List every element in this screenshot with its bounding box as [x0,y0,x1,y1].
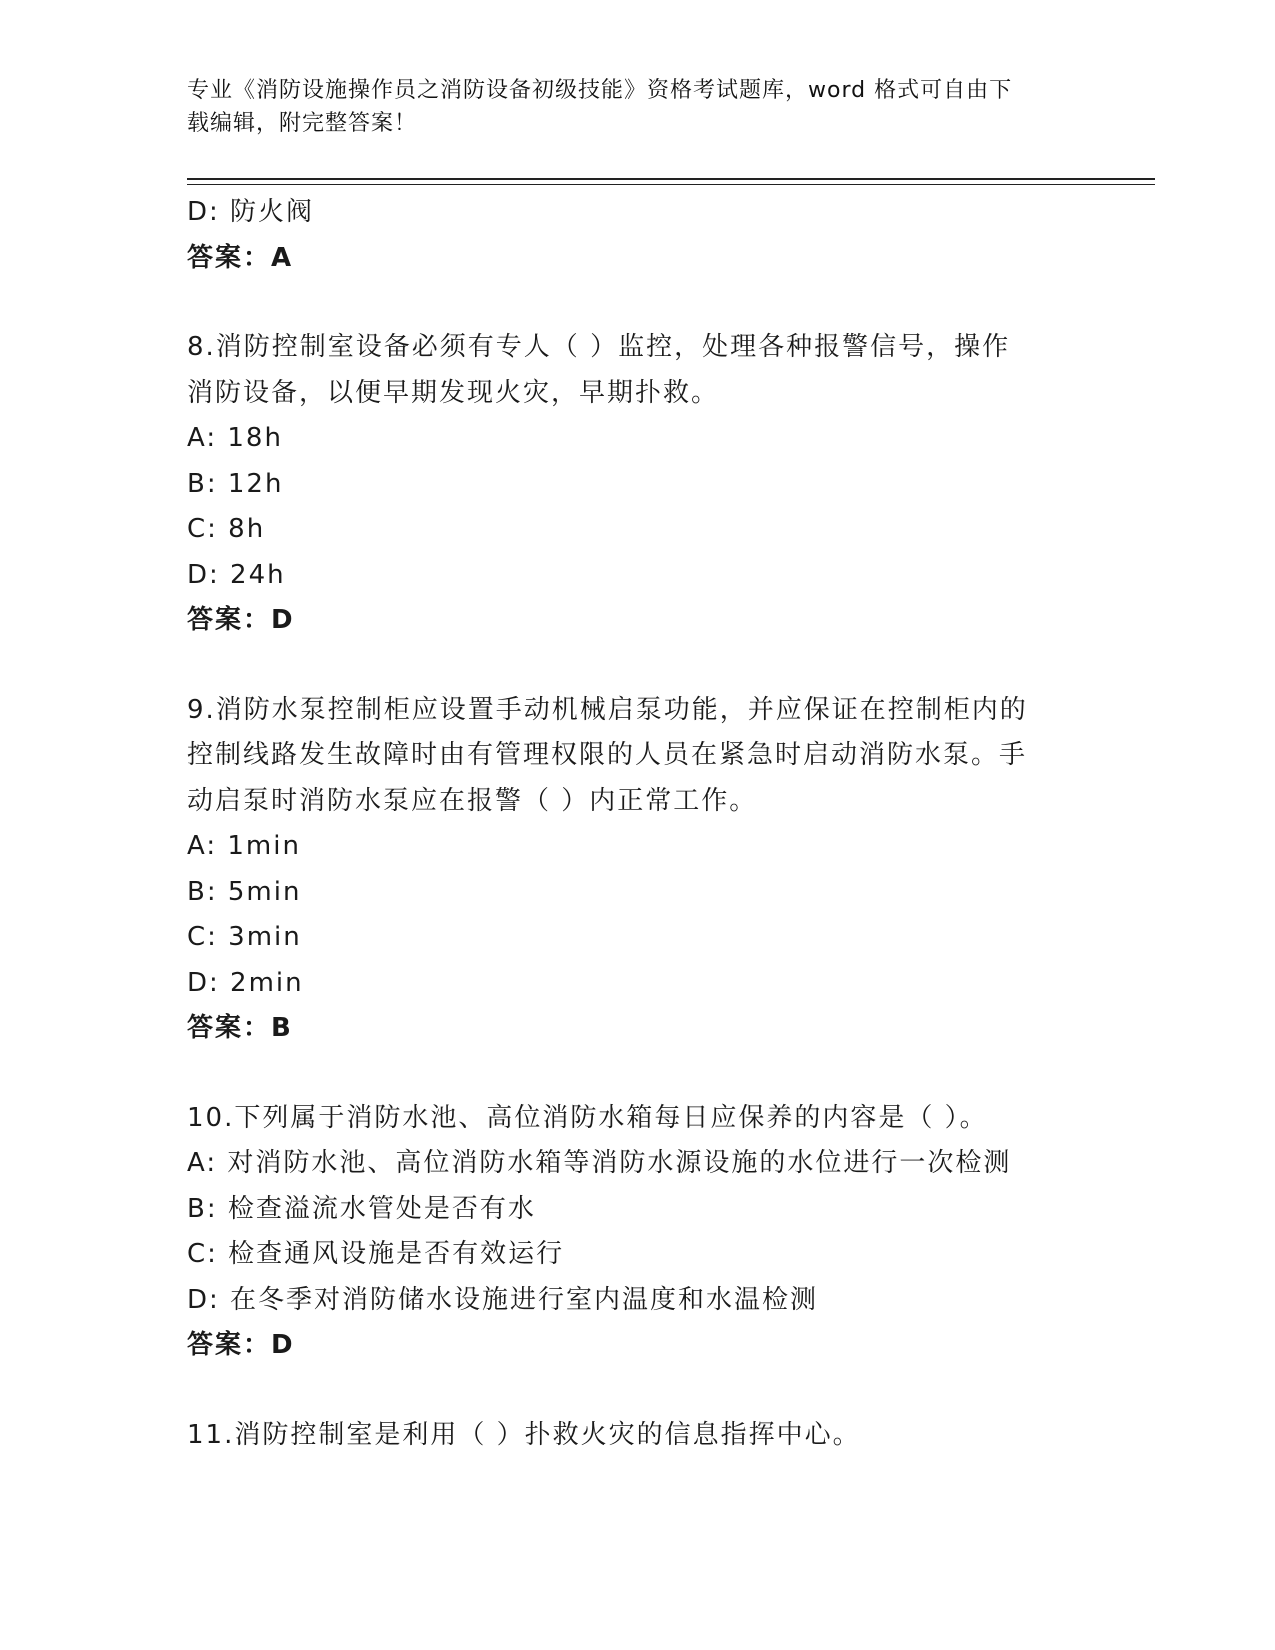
question-text-line: 10.下列属于消防水池、高位消防水箱每日应保养的内容是（ ）。 [187,1102,988,1133]
option-a: A: 1min [187,831,301,861]
question-text-line: 动启泵时消防水泵应在报警（ ）内正常工作。 [187,785,758,816]
question-8 [187,325,1087,644]
option-d: D: 24h [187,559,286,590]
option-b: B: 检查溢流水管处是否有水 [187,1193,536,1224]
header-line-1: 专业《消防设施操作员之消防设备初级技能》资格考试题库，word 格式可自由下 [187,78,1013,103]
question-list [187,190,1087,1458]
option-d: D: 防火阀 [187,197,315,227]
header-divider-thick [187,178,1155,180]
option-d: D: 在冬季对消防储水设施进行室内温度和水温检测 [187,1284,819,1315]
option-a: A: 18h [187,423,283,453]
option-b: B: 12h [187,468,284,499]
question-text-line: 11.消防控制室是利用（ ）扑救火灾的信息指挥中心。 [187,1419,861,1450]
header-divider-thin [187,184,1155,185]
question-text-line: 控制线路发生故障时由有管理权限的人员在紧急时启动消防水泵。手 [187,740,1028,770]
option-c: C: 8h [187,514,266,544]
header-line-2: 载编辑，附完整答案！ [187,111,418,136]
carryover-block [187,190,1087,281]
question-10 [187,1096,1087,1369]
question-text-line: 9.消防水泵控制柜应设置手动机械启泵功能，并应保证在控制柜内的 [187,694,1028,725]
answer-line: 答案：B [187,1013,293,1043]
answer-line: 答案：A [187,242,294,273]
answer-line: 答案：D [187,605,295,635]
question-9 [187,688,1087,1052]
question-text-line: 消防设备，以便早期发现火灾，早期扑救。 [187,377,720,408]
option-a: A: 对消防水池、高位消防水箱等消防水源设施的水位进行一次检测 [187,1148,1012,1178]
document-header [187,74,1087,140]
answer-line: 答案：D [187,1330,295,1360]
question-text-line: 8.消防控制室设备必须有专人（ ）监控，处理各种报警信号，操作 [187,332,1011,362]
option-c: C: 检查通风设施是否有效运行 [187,1239,565,1269]
option-b: B: 5min [187,876,302,907]
option-c: C: 3min [187,922,302,952]
question-11 [187,1413,1087,1459]
option-d: D: 2min [187,967,304,998]
